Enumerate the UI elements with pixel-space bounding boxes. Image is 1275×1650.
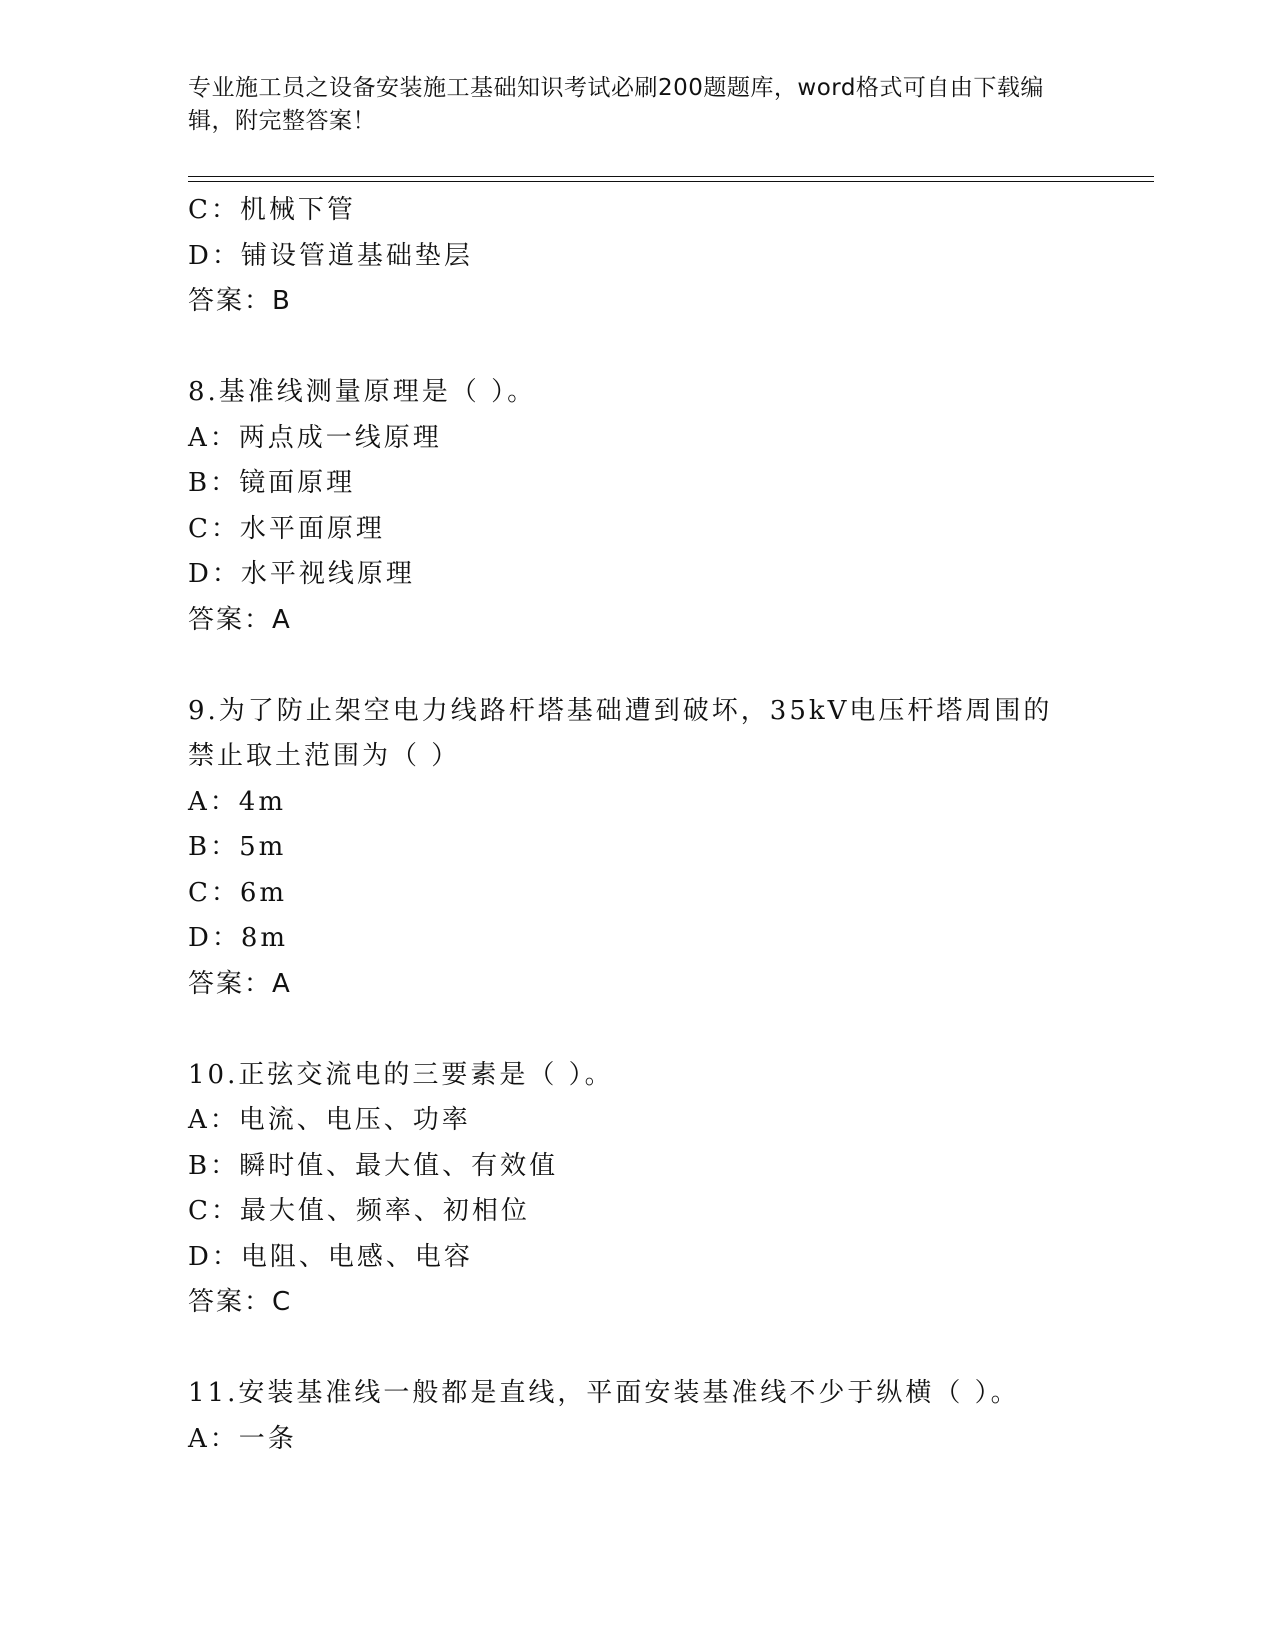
option-d: D：铺设管道基础垫层 [188, 240, 473, 271]
question-title: 9.为了防止架空电力线路杆塔基础遭到破坏，35kV电压杆塔周围的禁止取土范围为（ ） [188, 695, 1053, 771]
question-11 [188, 1371, 1154, 1462]
question-10 [188, 1053, 1154, 1326]
option-b: B：5m [188, 832, 287, 862]
option-b: B：镜面原理 [188, 468, 356, 498]
spacer [188, 643, 1154, 689]
answer-line: 答案：C [188, 1287, 293, 1317]
option-c: C：水平面原理 [188, 513, 385, 544]
spacer [188, 1326, 1154, 1372]
question-8 [188, 370, 1154, 643]
question-list [188, 188, 1154, 1462]
option-c: C：机械下管 [188, 195, 356, 225]
option-d: D：8m [188, 923, 289, 953]
spacer [188, 325, 1154, 371]
spacer [188, 1007, 1154, 1053]
option-a: A：一条 [188, 1423, 297, 1454]
header-divider-bottom [188, 181, 1154, 182]
option-d: D：电阻、电感、电容 [188, 1241, 473, 1272]
option-c: C：6m [188, 877, 288, 908]
question-title: 10.正弦交流电的三要素是（ ）。 [188, 1059, 614, 1090]
option-a: A：电流、电压、功率 [188, 1105, 471, 1135]
answer-line: 答案：A [188, 604, 292, 635]
option-d: D：水平视线原理 [188, 559, 415, 589]
document-header: 专业施工员之设备安装施工基础知识考试必刷200题题库，word格式可自由下载编辑，附完整答案！ [188, 75, 1044, 134]
option-c: C：最大值、频率、初相位 [188, 1196, 530, 1226]
question-9 [188, 689, 1154, 1008]
option-b: B：瞬时值、最大值、有效值 [188, 1150, 559, 1181]
question-title: 8.基准线测量原理是（ ）。 [188, 377, 537, 407]
answer-line: 答案：A [188, 968, 292, 999]
option-a: A：两点成一线原理 [188, 422, 442, 453]
question-title: 11.安装基准线一般都是直线，平面安装基准线不少于纵横（ ）。 [188, 1378, 1020, 1408]
option-a: A：4m [188, 786, 286, 817]
question-continued [188, 188, 1154, 325]
header-divider-top [188, 176, 1154, 177]
answer-line: 答案：B [188, 286, 292, 316]
